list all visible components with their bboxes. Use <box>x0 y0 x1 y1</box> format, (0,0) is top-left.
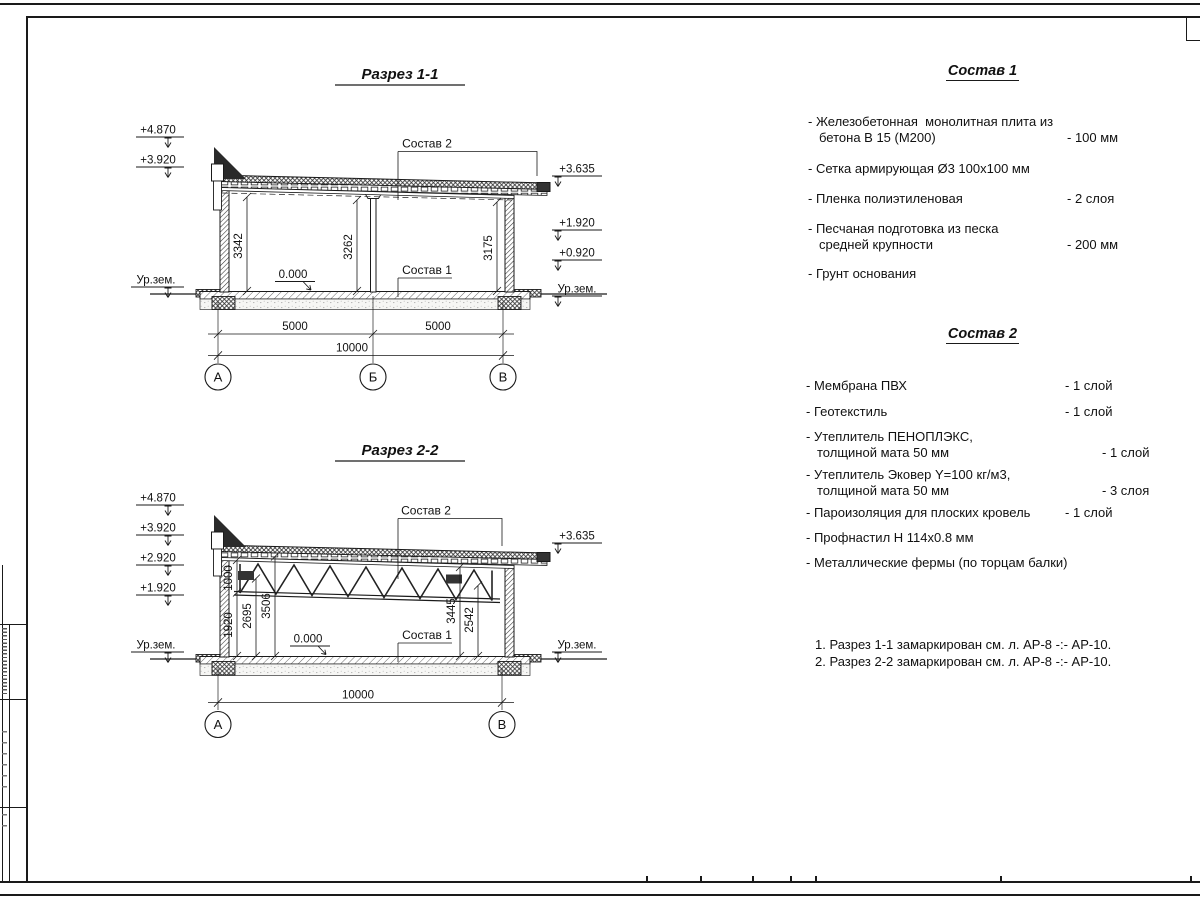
svg-text:В: В <box>497 717 507 732</box>
material-amount: - 3 слоя <box>1102 482 1150 498</box>
list-item <box>806 467 1151 498</box>
svg-text:Состав 1: Состав 1 <box>402 628 452 642</box>
svg-text:А: А <box>213 717 223 732</box>
list-item <box>806 505 1151 521</box>
wall-right <box>505 194 514 292</box>
material-name: - Мембрана ПВХ <box>806 378 907 393</box>
zero-level-label <box>275 269 315 290</box>
svg-text:Ур.зем.: Ур.зем. <box>557 283 597 296</box>
frame-top <box>26 16 1200 18</box>
note-line: 1. Разрез 1-1 замаркирован см. л. АР-8 -:- АР-10. <box>815 637 1112 652</box>
zero-level-label <box>290 634 330 655</box>
frame-corner-box-vline <box>1186 17 1187 40</box>
list-item <box>808 161 1138 177</box>
list-item <box>808 266 1138 282</box>
svg-text:0.000: 0.000 <box>293 633 323 646</box>
svg-text:1920: 1920 <box>223 612 235 638</box>
svg-text:10000: 10000 <box>342 689 374 702</box>
stamp-strip-row1 <box>0 624 28 625</box>
material-name: - Песчаная подготовка из песка средней крупности <box>808 221 1003 252</box>
svg-text:3506: 3506 <box>261 593 273 619</box>
svg-text:Состав 2: Состав 2 <box>401 503 451 518</box>
material-amount: - 1 слой <box>1065 404 1113 419</box>
titleblock-tick <box>752 876 754 881</box>
material-amount: - 200 мм <box>1067 236 1119 252</box>
svg-text:0.000: 0.000 <box>278 269 308 281</box>
roof-end-cap <box>537 553 550 562</box>
svg-text:А: А <box>213 369 223 385</box>
notes <box>815 636 1111 670</box>
svg-text:+2.920: +2.920 <box>140 552 176 565</box>
frame-left <box>26 16 28 881</box>
svg-text:Ур.зем.: Ур.зем. <box>557 639 597 652</box>
section-2-2-title: Разрез 2-2 <box>361 442 439 459</box>
svg-text:3262: 3262 <box>343 234 355 260</box>
svg-text:10000: 10000 <box>336 342 368 355</box>
svg-text:3445: 3445 <box>446 598 458 624</box>
dimension-2542 <box>464 582 482 661</box>
material-amount: - 1 слой <box>1065 378 1113 393</box>
stamp-rotated-text <box>2 628 7 696</box>
material-amount: - 1 слой <box>1065 505 1113 520</box>
axis-bubbles <box>205 364 516 390</box>
list-item <box>806 555 1151 571</box>
material-name: - Геотекстиль <box>806 404 888 419</box>
svg-text:2542: 2542 <box>464 607 476 633</box>
list-item <box>808 221 1138 252</box>
svg-text:+1.920: +1.920 <box>140 582 176 595</box>
material-name: - Металлические фермы (по торцам балки) <box>806 555 1068 570</box>
svg-text:3175: 3175 <box>483 235 495 261</box>
section-1-1-title: Разрез 1-1 <box>361 66 439 83</box>
dimension-3342 <box>233 193 251 295</box>
axis-bubbles <box>205 712 515 738</box>
material-name: - Железобетонная монолитная плита из бетона В 15 (М200) <box>808 114 1057 145</box>
section-1-1 <box>131 66 607 390</box>
titleblock-tick <box>646 876 648 881</box>
dimension-2695 <box>242 575 260 661</box>
titleblock-tick <box>815 876 817 881</box>
roof-end-cap <box>537 183 550 192</box>
material-name: - Грунт основания <box>808 266 917 281</box>
wall-right <box>505 564 514 657</box>
material-amount: - 1 слой <box>1102 444 1150 460</box>
svg-text:Состав 2: Состав 2 <box>402 136 452 151</box>
list-item <box>806 404 1151 420</box>
svg-text:+3.635: +3.635 <box>559 530 595 543</box>
list-item <box>806 378 1151 394</box>
svg-text:+3.920: +3.920 <box>140 154 176 167</box>
svg-text:Состав 1: Состав 1 <box>402 263 452 277</box>
stamp-rotated-text <box>2 814 7 836</box>
titleblock-tick <box>790 876 792 881</box>
list-item <box>806 429 1151 460</box>
material-name: - Пленка полиэтиленовая <box>808 191 963 206</box>
svg-text:В: В <box>498 369 508 385</box>
material-name: - Сетка армирующая Ø3 100х100 мм <box>808 161 1030 176</box>
material-name: - Утеплитель Эковер Y=100 кг/м3, толщиной мата 50 мм <box>806 467 1014 498</box>
list-item <box>808 191 1138 207</box>
list-item <box>808 114 1138 145</box>
dimension-3175 <box>483 198 501 295</box>
titleblock-tick <box>1190 876 1192 881</box>
column <box>371 199 377 293</box>
material-name: - Утеплитель ПЕНОПЛЭКС, толщиной мата 50 мм <box>806 429 977 460</box>
svg-text:5000: 5000 <box>425 321 451 333</box>
svg-text:+3.635: +3.635 <box>559 163 595 176</box>
titleblock-tick <box>700 876 702 881</box>
stamp-strip-row2 <box>0 699 28 700</box>
material-amount: - 100 мм <box>1067 129 1119 145</box>
dimension-3262 <box>343 196 361 295</box>
svg-text:+4.870: +4.870 <box>140 124 176 137</box>
svg-text:+1.920: +1.920 <box>559 217 595 230</box>
svg-text:Ур.зем.: Ур.зем. <box>136 274 176 287</box>
svg-text:+4.870: +4.870 <box>140 492 176 505</box>
paper-top-edge <box>0 3 1200 5</box>
svg-text:1000: 1000 <box>223 565 235 591</box>
material-amount: - 2 слоя <box>1067 191 1115 206</box>
material-name: - Профнастил Н 114х0.8 мм <box>806 530 974 545</box>
svg-text:3342: 3342 <box>233 233 245 259</box>
sections-drawing <box>125 40 645 760</box>
sostav2-title: Состав 2 <box>947 326 1018 342</box>
stamp-strip-divider <box>9 624 10 881</box>
list-item <box>806 530 1151 546</box>
paper-bottom-edge <box>0 894 1200 896</box>
dimension-3506 <box>261 553 279 661</box>
stamp-strip-row3 <box>0 807 28 808</box>
elevation-marks-s2 <box>131 493 602 663</box>
svg-text:+3.920: +3.920 <box>140 522 176 535</box>
material-name: - Пароизоляция для плоских кровель <box>806 505 1031 520</box>
stamp-rotated-text <box>2 731 7 793</box>
svg-text:5000: 5000 <box>282 321 308 333</box>
note-line: 2. Разрез 2-2 замаркирован см. л. АР-8 -:- АР-10. <box>815 654 1112 669</box>
titleblock-tick <box>1000 876 1002 881</box>
svg-text:2695: 2695 <box>242 603 254 629</box>
frame-bottom <box>0 881 1200 883</box>
svg-text:+0.920: +0.920 <box>559 247 595 260</box>
section-2-2 <box>131 442 607 738</box>
frame-corner-box-hline <box>1186 40 1200 41</box>
svg-text:Ур.зем.: Ур.зем. <box>136 639 176 652</box>
sostav1-title: Состав 1 <box>947 63 1018 79</box>
svg-text:Б: Б <box>368 369 378 385</box>
